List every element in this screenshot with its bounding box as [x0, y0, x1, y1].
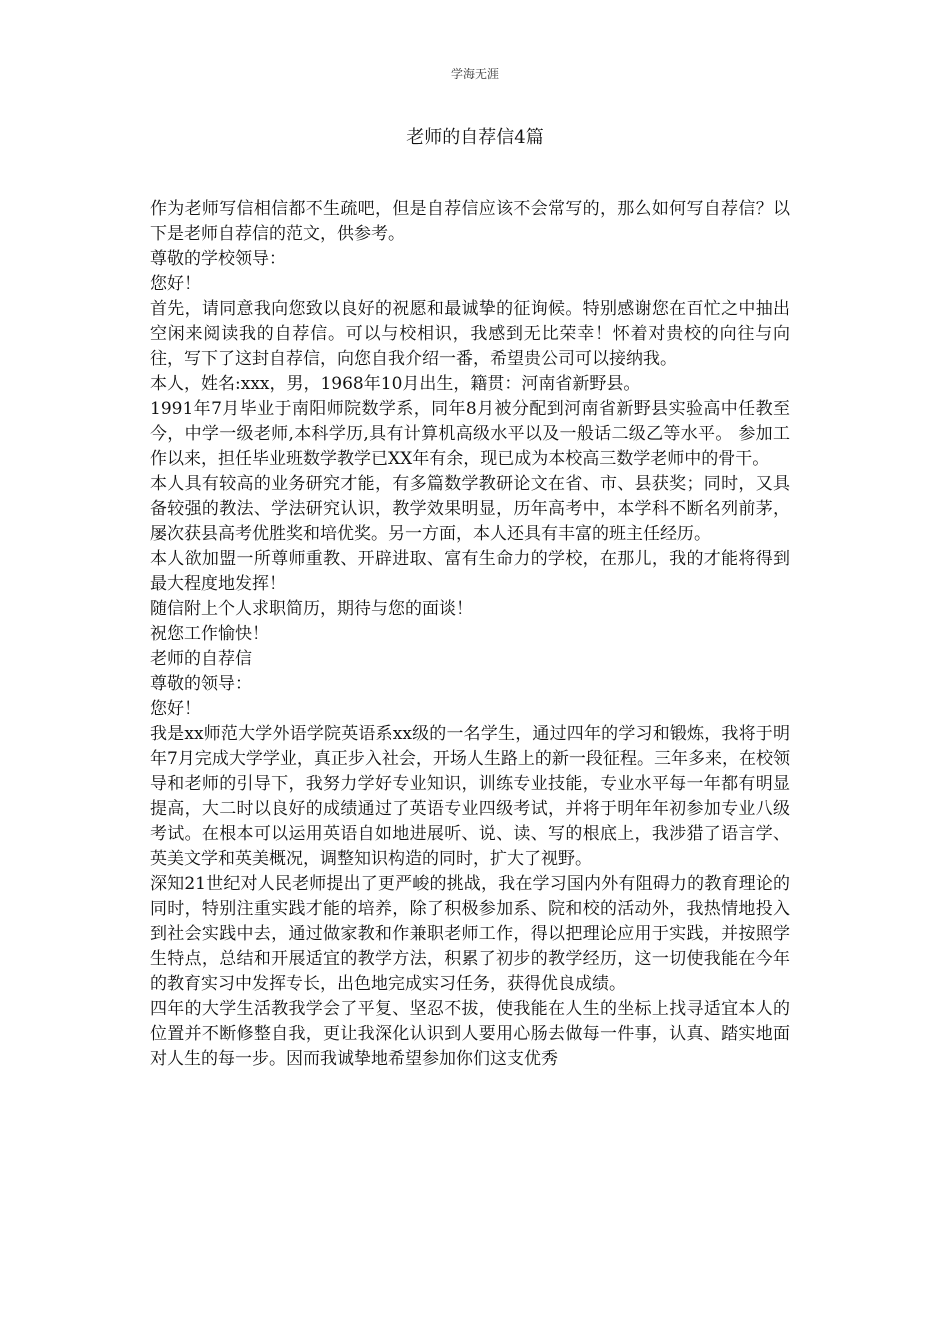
paragraph-student-intro: 我是xx师范大学外语学院英语系xx级的一名学生，通过四年的学习和锻炼，我将于明年7月完成大学学业，真正步入社会，开场人生路上的新一段征程。三年多来，在校领导和老师的引导下，我努力学好专业知识，训练专业技能，专业水平每一年都有明显提高，大二时以良好的成绩通过了英语专业四级考试，并将于明年年初参加专业八级考试。在根本可以运用英语自如地进展听、说、读、写的根底上，我涉猎了语言学、英美文学和英美概况，调整知识构造的同时，扩大了视野。	[150, 724, 790, 869]
paragraph-abilities: 本人具有较高的业务研究才能，有多篇数学教研论文在省、市、县获奖；同时，又具备较强的教法、学法研究认识，教学效果明显，历年高考中，本学科不断名列前茅，屡次获县高考优胜奖和培优奖。另一方面，本人还具有丰富的班主任经历。	[150, 474, 790, 544]
paragraph-opening: 首先，请同意我向您致以良好的祝愿和最诚挚的征询候。特别感谢您在百忙之中抽出空闲来阅读我的自荐信。可以与校相识，我感到无比荣幸！怀着对贵校的向往与向往，写下了这封自荐信，向您自我介绍一番，希望贵公司可以接纳我。	[150, 299, 790, 369]
page-header: 学海无涯	[450, 67, 499, 81]
paragraph-practice: 深知21世纪对人民老师提出了更严峻的挑战，我在学习国内外有阻碍力的教育理论的同时，特别注重实践才能的培养，除了积极参加系、院和校的活动外，我热情地投入到社会实践中去，通过做家教和作兼职老师工作，得以把理论应用于实践，并按照学生特点，总结和开展适宜的教学方法，积累了初步的教学经历，这一切使我能在今年的教育实习中发挥专长，出色地完成实习任务，获得优良成绩。	[150, 874, 790, 994]
paragraph-salutation-2: 尊敬的领导：	[150, 674, 252, 694]
paragraph-growth: 四年的大学生活教我学会了平复、坚忍不拔，使我能在人生的坐标上找寻适宜本人的位置并不断修整自我，更让我深化认识到人要用心肠去做每一件事，认真、踏实地面对人生的每一步。因而我诚挚地希望参加你们这支优秀	[150, 999, 790, 1069]
paragraph-intro: 作为老师写信相信都不生疏吧，但是自荐信应该不会常写的，那么如何写自荐信？以下是老师自荐信的范文，供参考。	[150, 199, 790, 244]
paragraph-attachment: 随信附上个人求职简历，期待与您的面谈！	[150, 599, 473, 619]
document-title: 老师的自荐信4篇	[406, 127, 544, 148]
paragraph-aspiration: 本人欲加盟一所尊师重教、开辟进取、富有生命力的学校，在那儿，我的才能将得到最大程度地发挥！	[150, 549, 790, 594]
paragraph-section-heading: 老师的自荐信	[150, 649, 252, 669]
paragraph-career: 1991年7月毕业于南阳师院数学系，同年8月被分配到河南省新野县实验高中任教至今，中学一级老师,本科学历,具有计算机高级水平以及一般话二级乙等水平。 参加工作以来，担任毕业班数学教学已XX年有余，现已成为本校高三数学老师中的骨干。	[150, 399, 790, 469]
paragraph-greeting: 您好！	[150, 274, 201, 294]
paragraph-salutation: 尊敬的学校领导：	[150, 249, 286, 269]
paragraph-greeting-2: 您好！	[150, 699, 201, 719]
document-body	[150, 197, 790, 1072]
paragraph-personal-info: 本人，姓名:xxx，男，1968年10月出生，籍贯：河南省新野县。	[150, 374, 641, 394]
paragraph-closing: 祝您工作愉快！	[150, 624, 269, 644]
